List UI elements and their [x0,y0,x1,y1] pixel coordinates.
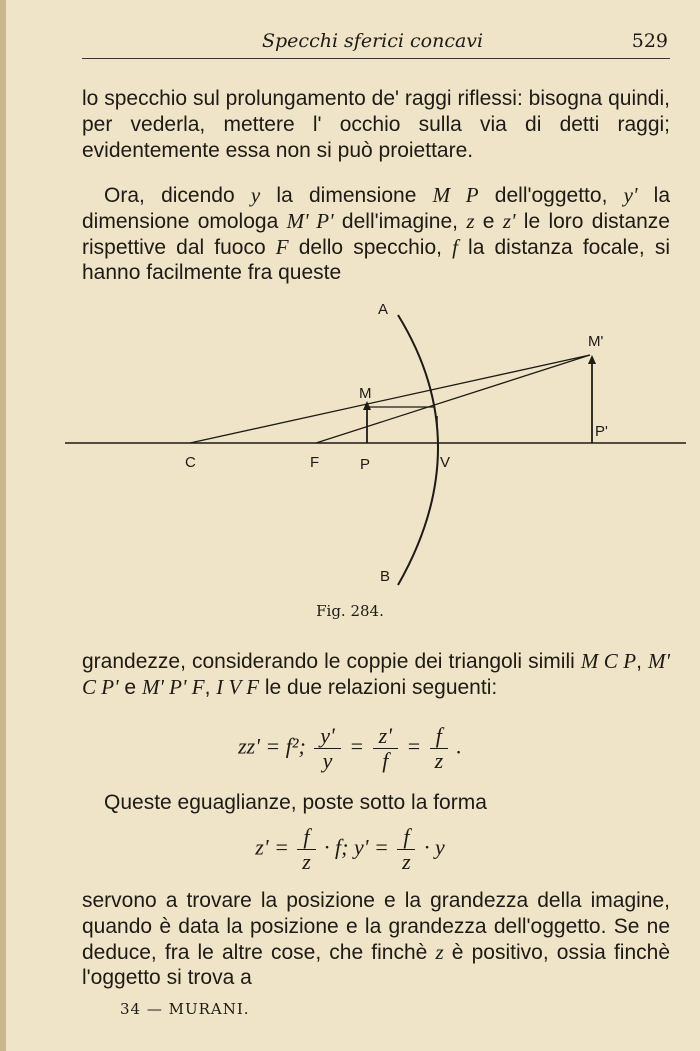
fraction-f-over-z: $\frac{f}{z}$ [430,724,448,773]
label-F: F [310,454,320,471]
page-footer: 34 — MURANI. [120,1000,250,1018]
ray-f-to-m-prime [316,355,590,443]
label-M-prime: M' [588,333,604,350]
label-V: V [440,454,451,471]
label-C: C [185,454,196,471]
mirror-figure [60,295,690,595]
label-P-prime: P' [595,423,608,440]
label-B: B [380,568,391,585]
running-header [82,28,670,59]
image-arrowhead [588,355,596,364]
object-arrowhead [363,401,371,410]
paragraph-4: Queste eguaglianze, poste sotto la forma [104,791,487,814]
ray-c-to-m-prime [190,355,590,443]
equation-2: z' = $\frac{f}{z}$ · f; y' = $\frac{f}{z}$ · y [255,824,445,874]
fraction-f-over-z-1: $\frac{f}{z}$ [297,825,315,874]
concave-mirror [398,315,438,585]
label-M: M [359,385,372,402]
paragraph-3: grandezze, considerando le coppie dei triangoli simili M C P, M' C P' e M' P' F, I V F le due relazioni seguenti: [82,649,671,699]
paragraph-1: lo specchio sul prolungamento de' raggi riflessi: bisogna quindi, per vederla, mettere l' occhio sulla via di detti raggi; evidentemente essa non si può proiettare. [82,87,670,162]
equation-1: zz' = f²; $\frac{y'}{y}$ = $\frac{z'}{f}$ = $\frac{f}{z}$ . [238,723,462,773]
figure-caption: Fig. 284. [316,602,384,620]
fraction-z-prime-over-f: $\frac{z'}{f}$ [373,724,398,773]
running-title: Specchi sferici concavi [262,30,484,52]
page-number: 529 [631,30,668,52]
label-P: P [360,456,371,473]
paragraph-2: Ora, dicendo y la dimensione M P dell'oggetto, y' la dimensione omologa M' P' dell'imagine, z e z' le loro distanze rispettive dal fuoco F dello specchio, f la distanza focale, si hanno facilmente fra queste [82,183,671,285]
page-edge [0,0,6,1051]
paragraph-5: servono a trovare la posizione e la grandezza della imagine, quando è data la posizione e la grandezza dell'oggetto. Se ne deduce, fra le altre cose, che finchè z è positivo, ossia finchè l'oggetto si trova a [82,889,670,990]
fraction-f-over-z-2: $\frac{f}{z}$ [397,825,415,874]
label-A: A [378,301,389,318]
label-I: I [435,413,440,430]
fraction-y-prime-over-y: $\frac{y'}{y}$ [314,724,340,773]
